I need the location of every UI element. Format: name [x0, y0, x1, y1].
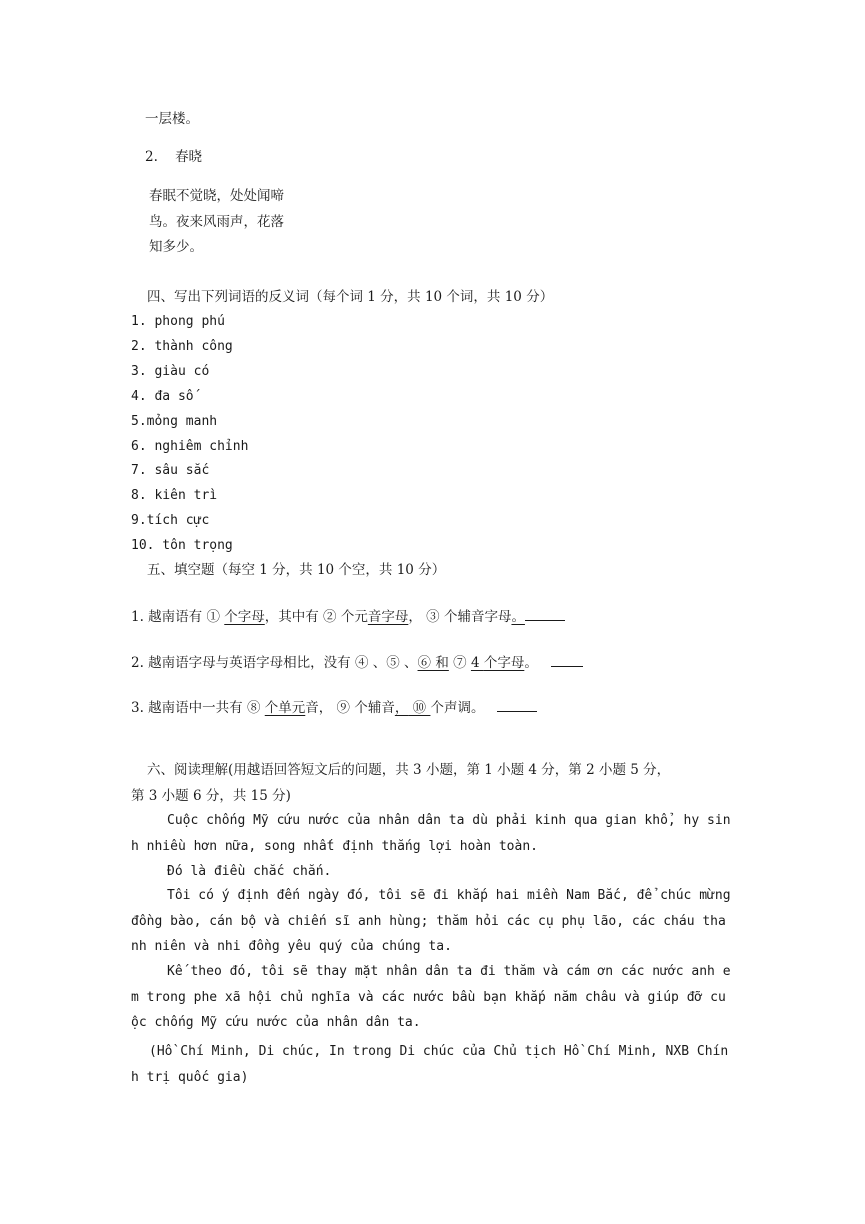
underlined-text: ⑥ 和: [417, 655, 449, 671]
underlined-text: 音字母: [367, 609, 409, 625]
poem-tail: 一层楼。: [145, 111, 199, 127]
poem-title: [145, 148, 202, 166]
poem-line: 鸟。夜来风雨声，花落: [149, 214, 284, 230]
underlined-text: 。: [511, 609, 525, 625]
antonym-item: 6. nghiêm chỉnh: [131, 439, 249, 454]
poem-line: 知多少。: [149, 239, 203, 255]
question-text: 个声调。: [430, 700, 485, 716]
poem-title-number: 2.: [145, 149, 158, 165]
reading-paragraph: Đó là điều chắc chắn.: [167, 864, 332, 879]
question-text: ⑦: [448, 655, 471, 671]
poem-title-text: 春晓: [175, 149, 203, 165]
question-text: 3. 越南语中一共有 ⑧: [131, 700, 265, 716]
fill-question-3: [131, 697, 537, 717]
reading-paragraph: Cuộc chống Mỹ cứu nước của nhân dân ta dù phải kinh qua gian khổ, hy sinh nhiều hơn nữa, song nhất định thắng lợi hoàn toàn.: [131, 813, 731, 854]
antonym-item: 10. tôn trọng: [131, 538, 233, 553]
question-text: 2. 越南语字母与英语字母相比，没有 ④ 、⑤ 、: [131, 655, 418, 671]
underlined-text: ⑩: [408, 700, 431, 716]
section-4-heading: 四、写出下列词语的反义词（每个词 1 分，共 10 个词，共 10 分）: [147, 289, 554, 305]
antonym-item: 7. sâu sắc: [131, 463, 210, 478]
underlined-text: 4: [470, 655, 484, 671]
question-text: 。: [524, 655, 538, 671]
reading-paragraph: Kế theo đó, tôi sẽ thay mặt nhân dân ta đi thăm và cám ơn các nước anh em trong phe xã hội chủ nghĩa và các nước bầu bạn khắp năm châu và giúp đỡ cuộc chống Mỹ cứu nước của nhân dân ta.: [131, 964, 731, 1031]
question-text: 音， ⑨ 个辅音: [305, 700, 395, 716]
antonym-item: 3. giàu có: [131, 364, 210, 379]
underlined-text: 个字母: [483, 655, 525, 671]
section-6-heading: 六、阅读理解(用越语回答短文后的问题，共 3 小题，第 1 小题 4 分，第 2 小题 5 分，: [147, 762, 671, 778]
antonym-item: 2. thành công: [131, 339, 233, 354]
reading-source: (Hồ Chí Minh, Di chúc, In trong Di chúc của Chủ tịch Hồ Chí Minh, NXB Chính trị quốc gia): [131, 1044, 729, 1085]
poem-line: 春眠不觉晓，处处闻啼: [149, 188, 284, 204]
fill-question-1: [131, 606, 565, 626]
antonym-item: 9.tích cực: [131, 513, 210, 528]
underlined-text: ，: [394, 700, 409, 716]
antonym-item: 4. đa số: [131, 389, 194, 404]
question-text: ， ③ 个辅音字母: [408, 609, 512, 625]
fill-question-2: [131, 652, 583, 672]
antonym-item: 5.mỏng manh: [131, 414, 218, 429]
question-text: 1. 越南语有 ①: [131, 609, 225, 625]
antonym-item: 1. phong phú: [131, 314, 225, 329]
reading-paragraph: Tôi có ý định đến ngày đó, tôi sẽ đi khắp hai miền Nam Bắc, để chúc mừng đồng bào, cán bộ và chiến sĩ anh hùng; thăm hỏi các cụ phụ lão, các cháu thanh niên và nhi đồng yêu quý của chúng ta.: [131, 888, 731, 955]
section-5-heading: 五、填空题（每空 1 分，共 10 个空，共 10 分）: [147, 562, 446, 578]
answer-blank[interactable]: [525, 606, 565, 621]
underlined-text: 个字母: [224, 609, 265, 625]
answer-blank[interactable]: [551, 652, 583, 667]
answer-blank[interactable]: [497, 697, 537, 712]
antonym-item: 8. kiên trì: [131, 488, 218, 503]
section-6-heading-cont: 第 3 小题 6 分，共 15 分): [131, 788, 291, 804]
question-text: ，其中有 ② 个元: [264, 609, 368, 625]
underlined-text: 个单元: [264, 700, 306, 716]
